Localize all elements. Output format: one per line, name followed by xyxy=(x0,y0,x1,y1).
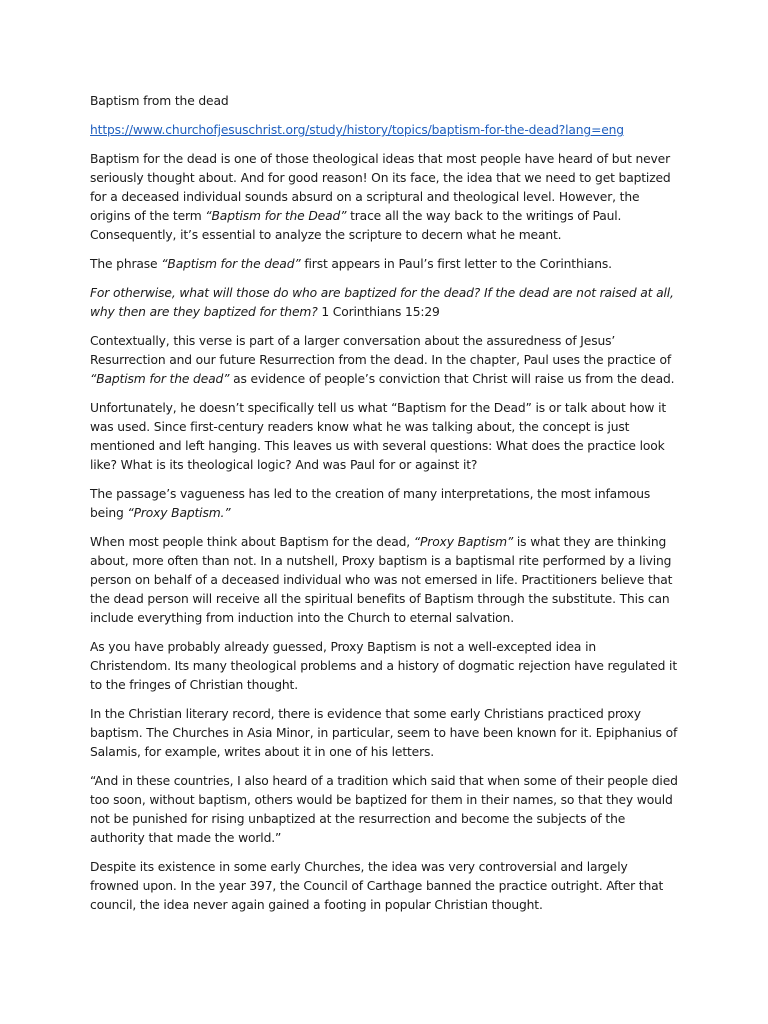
paragraph-1 xyxy=(90,150,680,245)
epiphanius-quote: “And in these countries, I also heard of a tradition which said that when some of their people died too soon, without baptism, others would be baptized for them in their names, so that they would not be punished for rising unbaptized at the resurrection and become the subjects of the authority that made the world.” xyxy=(90,774,678,845)
paragraph-8: As you have probably already guessed, Proxy Baptism is not a well-excepted idea in Christendom. Its many theological problems and a history of dogmatic rejection have regulated it to the fringes of Christian thought. xyxy=(90,640,677,692)
paragraph-4-text-c: as evidence of people’s conviction that Christ will raise us from the dead. xyxy=(229,372,675,386)
paragraph-6-italic: “Proxy Baptism.” xyxy=(127,506,231,520)
document-body xyxy=(90,92,680,925)
paragraph-2-text-c: first appears in Paul’s first letter to the Corinthians. xyxy=(300,257,612,271)
paragraph-7-text-c: is what they are thinking about, more often than not. In a nutshell, Proxy baptism is a baptismal rite performed by a living person on behalf of a deceased individual who was not emersed in life. Practitioners believe that the dead person will receive all the spiritual benefits of Baptism through the substitute. This can include everything from induction into the Church to eternal salvation. xyxy=(90,535,673,625)
paragraph-2 xyxy=(90,255,680,274)
paragraph-4-italic: “Baptism for the dead” xyxy=(90,372,230,386)
paragraph-9: In the Christian literary record, there is evidence that some early Christians practiced proxy baptism. The Churches in Asia Minor, in particular, seem to have been known for it. Epiphanius of Salamis, for example, writes about it in one of his letters. xyxy=(90,707,678,759)
paragraph-1-italic: “Baptism for the Dead” xyxy=(205,209,347,223)
scripture-reference: 1 Corinthians 15:29 xyxy=(317,305,440,319)
paragraph-2-italic: “Baptism for the dead” xyxy=(161,257,301,271)
paragraph-6-text-a: The passage’s vagueness has led to the creation of many interpretations, the most infamous being xyxy=(90,487,651,520)
paragraph-4 xyxy=(90,332,680,389)
paragraph-6 xyxy=(90,485,680,523)
source-link[interactable]: https://www.churchofjesuschrist.org/study/history/topics/baptism-for-the-dead?lang=eng xyxy=(90,123,624,137)
paragraph-2-text-a: The phrase xyxy=(90,257,162,271)
document-title: Baptism from the dead xyxy=(90,94,229,108)
scripture-quote-text: For otherwise, what will those do who are baptized for the dead? If the dead are not raised at all, why then are they baptized for them? xyxy=(90,286,674,319)
paragraph-1-text-c: trace all the way back to the writings of Paul. Consequently, it’s essential to analyze the scripture to decern what he meant. xyxy=(90,209,622,242)
paragraph-7 xyxy=(90,533,680,628)
paragraph-7-italic: “Proxy Baptism” xyxy=(413,535,514,549)
source-link-paragraph xyxy=(90,121,680,140)
paragraph-7-text-a: When most people think about Baptism for the dead, xyxy=(90,535,414,549)
paragraph-5: Unfortunately, he doesn’t specifically tell us what “Baptism for the Dead” is or talk about how it was used. Since first-century readers know what he was talking about, the concept is just mentioned and left hanging. This leaves us with several questions: What does the practice look like? What is its theological logic? And was Paul for or against it? xyxy=(90,401,667,472)
paragraph-11: Despite its existence in some early Churches, the idea was very controversial and largely frowned upon. In the year 397, the Council of Carthage banned the practice outright. After that council, the idea never again gained a footing in popular Christian thought. xyxy=(90,860,664,912)
paragraph-4-text-a: Contextually, this verse is part of a larger conversation about the assuredness of Jesus’ Resurrection and our future Resurrection from the dead. In the chapter, Paul uses the practice of xyxy=(90,334,672,367)
paragraph-1-text-a: Baptism for the dead is one of those theological ideas that most people have heard of but never seriously thought about. And for good reason! On its face, the idea that we need to get baptized for a deceased individual sounds absurd on a scriptural and theological level. However, the origins of the term xyxy=(90,152,671,223)
scripture-quote xyxy=(90,284,680,322)
